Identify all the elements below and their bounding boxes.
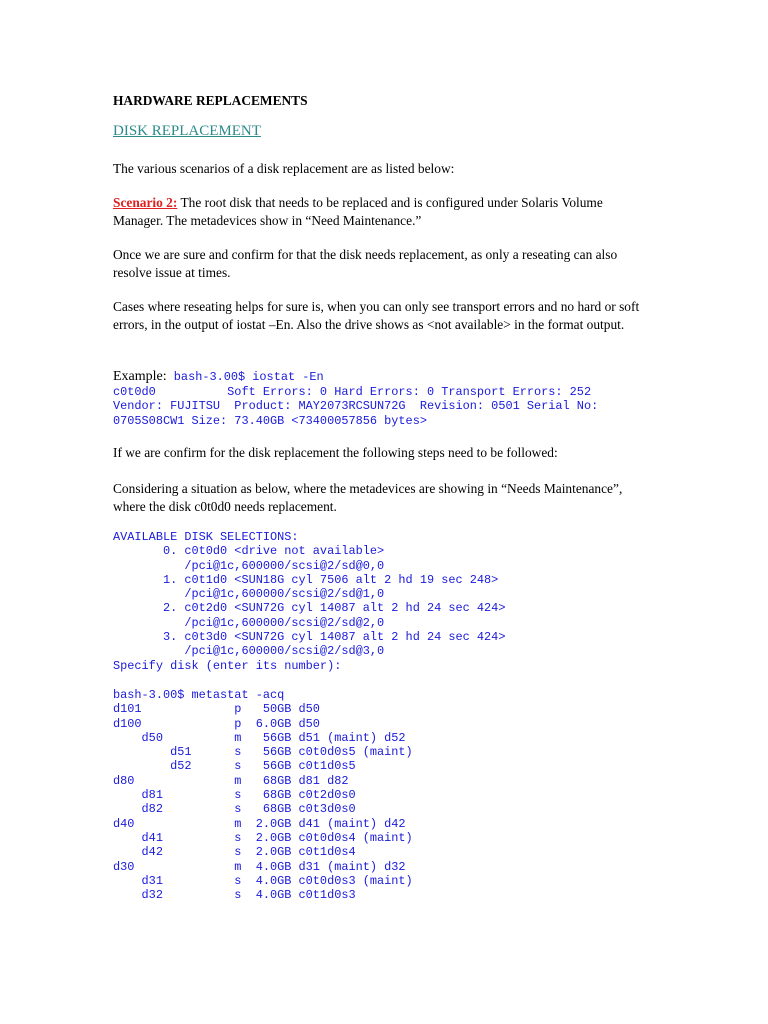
example-label: Example:: [113, 369, 167, 384]
scenario-paragraph: [113, 194, 653, 229]
steps-paragraph: If we are confirm for the disk replacement the following steps need to be followed:: [113, 445, 558, 460]
scenario-colon: :: [172, 195, 178, 210]
iostat-output: c0t0d0 Soft Errors: 0 Hard Errors: 0 Transport Errors: 252 Vendor: FUJITSU Product: MAY2073RCSUN72G Revision: 0501 Serial No: 0705S08CW1 Size: 73.40GB <73400057856 bytes>: [113, 385, 599, 428]
cases-paragraph: Cases where reseating helps for sure is, when you can only see transport errors and no hard or soft errors, in the output of iostat –En. Also the drive shows as <not available> in the format output.: [113, 299, 640, 332]
intro-paragraph: The various scenarios of a disk replacement are as listed below:: [113, 161, 455, 176]
page-title: HARDWARE REPLACEMENTS: [113, 93, 308, 108]
format-disk-selection-output: AVAILABLE DISK SELECTIONS: 0. c0t0d0 <drive not available> /pci@1c,600000/scsi@2/sd@0,0 1. c0t1d0 <SUN18G cyl 7506 alt 2 hd 19 sec 248> /pci@1c,600000/scsi@2/sd@1,0 2. c0t2d0 <SUN72G cyl 14087 alt 2 hd 24 sec 424> /pci@1c,600000/scsi@2/sd@2,0 3. c0t3d0 <SUN72G cyl 14087 alt 2 hd 24 sec 424> /pci@1c,600000/scsi@2/sd@3,0 Specify disk (enter its number):: [113, 530, 506, 673]
section-heading[interactable]: DISK REPLACEMENT: [113, 123, 261, 139]
example-command: bash-3.00$ iostat -En: [166, 370, 324, 384]
scenario-label: Scenario 2: [113, 195, 173, 210]
metastat-output: bash-3.00$ metastat -acq d101 p 50GB d50 d100 p 6.0GB d50 d50 m 56GB d51 (maint) d52 d51 s 56GB c0t0d0s5 (maint) d52 s 56GB c0t1d0s5 d80 m 68GB d81 d82 d81 s 68GB c0t2d0s0 d82 s 68GB c0t3d0s0 d40 m 2.0GB d41 (maint) d42 d41 s 2.0GB c0t0d0s4 (maint) d42 s 2.0GB c0t1d0s4 d30 m 4.0GB d31 (maint) d32 d31 s 4.0GB c0t0d0s3 (maint) d32 s 4.0GB c0t1d0s3: [113, 688, 413, 903]
example-line: [113, 367, 653, 387]
scenario-text: The root disk that needs to be replaced and is configured under Solaris Volume Manager. The metadevices show in “Need Maintenance.”: [113, 195, 603, 228]
reseat-paragraph: Once we are sure and confirm for that the disk needs replacement, as only a reseating can also resolve issue at times.: [113, 247, 618, 280]
situation-paragraph: Considering a situation as below, where the metadevices are showing in “Needs Maintenance”, where the disk c0t0d0 needs replacement.: [113, 481, 623, 514]
